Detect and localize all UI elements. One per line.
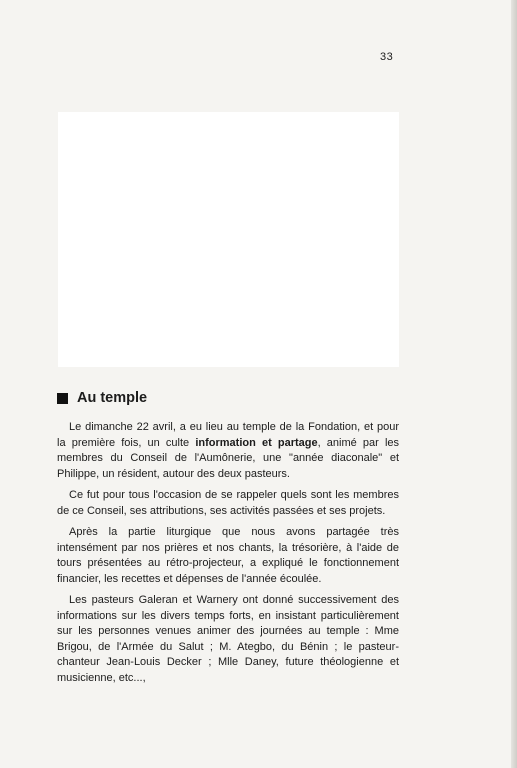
page-number: 33 [380,51,394,63]
square-bullet-icon [57,393,68,404]
paragraph-1-after: , animé par les membres du Conseil de l'Aumônerie, une "année diaconale" et Philippe, un résident, autour des deux pasteurs. [57,436,400,480]
photo-area [58,112,399,367]
paragraph-1-bold: information et partage [195,436,318,449]
page-edge [511,0,517,768]
section-heading [57,390,399,406]
section-au-temple [57,390,399,692]
section-title: Au temple [77,390,148,406]
paragraph-2: Ce fut pour tous l'occasion de se rappeler quels sont les membres de ce Conseil, ses attributions, ses activités passées et ses projets. [57,489,399,517]
paragraph-4: Les pasteurs Galeran et Warnery ont donné successivement des informations sur les divers temps forts, en insistant particulièrement sur les personnes venues animer des journées au temple : Mme Brigou, de l'Armée du Salut ; M. Ategbo, du Bénin ; le pasteur-chanteur Jean-Louis Decker ; Mlle Daney, future théologienne et musicienne, etc..., [57,594,399,684]
paragraph-1 [57,420,399,482]
paragraph-1-before: Le dimanche 22 avril, a eu lieu au temple de la Fondation, et pour la première fois, un culte [57,421,399,449]
paragraph-3: Après la partie liturgique que nous avons partagée très intensément par nos prières et nos chants, la trésorière, à l'aide de tours présentées au rétro-projecteur, a expliqué le fonctionnement financier, les recettes et dépenses de l'année écoulée. [57,526,399,585]
